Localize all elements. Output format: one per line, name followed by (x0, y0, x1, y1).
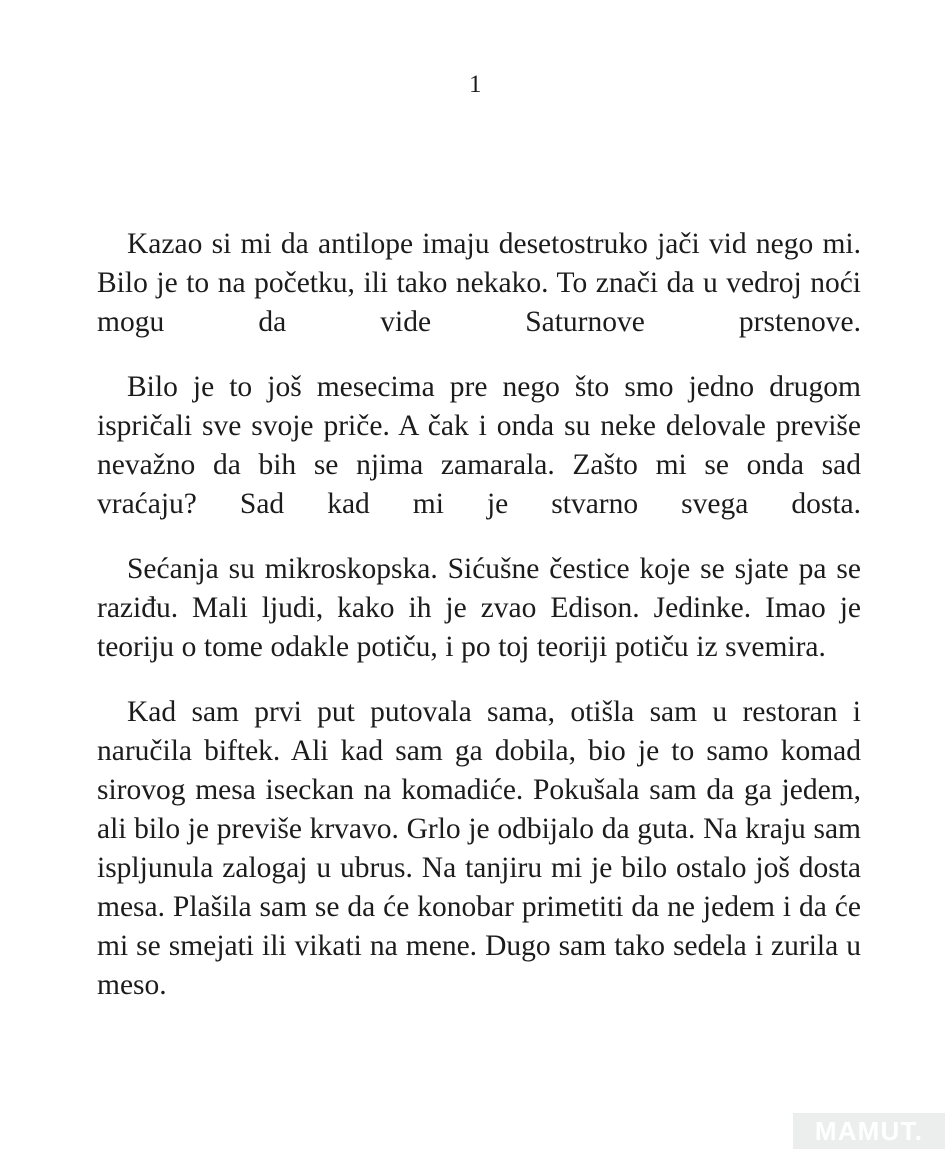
watermark-label: MAMUT. (814, 1116, 924, 1146)
body-text-column (97, 225, 861, 1005)
paragraph-3: Sećanja su mikroskopska. Sićušne čestice koje se sjate pa se raziđu. Mali ljudi, kako ih je zvao Edison. Jedinke. Imao je teoriju o tome odakle potiču, i po toj teoriji potiču iz svemira. (97, 553, 861, 663)
paragraph-2: Bilo je to još mesecima pre nego što smo jedno drugom ispričali sve svoje priče. A čak i onda su neke delovale previše nevažno da bih se njima zamarala. Zašto mi se onda sad vraćaju? Sad kad mi je stvarno svega dosta. (97, 371, 861, 520)
paragraph-1: Kazao si mi da antilope imaju desetostruko jači vid nego mi. Bilo je to na početku, ili tako nekako. To znači da u vedroj noći mogu da vide Saturnove prstenove. (97, 228, 861, 338)
publisher-watermark (793, 1113, 945, 1149)
paragraph-4: Kad sam prvi put putovala sama, otišla sam u restoran i naručila biftek. Ali kad sam ga dobila, bio je to samo komad sirovog mesa iseckan na komadiće. Pokušala sam da ga jedem, ali bilo je previše krvavo. Grlo je odbijalo da guta. Na kraju sam ispljunula zalogaj u ubrus. Na tanjiru mi je bilo ostalo još dosta mesa. Plašila sam se da će konobar primetiti da ne jedem i da će mi se smejati ili vikati na mene. Dugo sam tako sedela i zurila u meso. (97, 696, 861, 1001)
page-number: 1 (469, 71, 482, 98)
